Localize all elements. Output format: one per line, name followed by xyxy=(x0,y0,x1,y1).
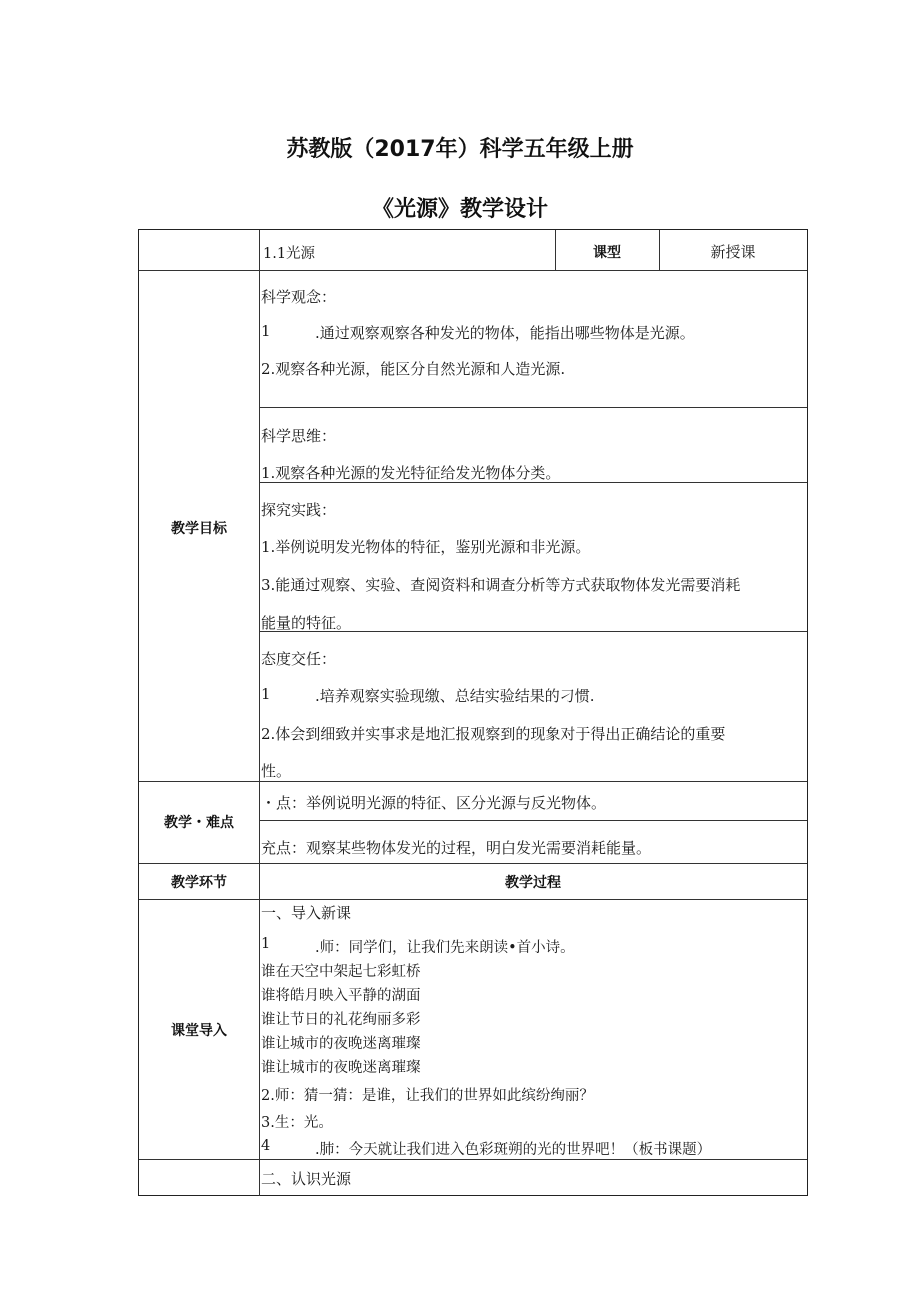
row-divider xyxy=(139,899,807,900)
intro-step-3: 3.生：光。 xyxy=(261,1115,333,1131)
practice-item-3-line2: 能量的特征。 xyxy=(261,614,352,632)
row-divider xyxy=(259,820,807,821)
difficult-point: 充点：观察某些物体发光的过程，明白发光需要消耗能量。 xyxy=(261,839,652,857)
poem-line: 谁让城市的夜晚迷离璀璨 xyxy=(261,1036,421,1052)
objectives-label: 教学目标 xyxy=(171,521,227,537)
poem-line: 谁将皓月映入平静的湖面 xyxy=(261,988,421,1004)
practice-item-1: 1.举例说明发光物体的特征，鉴别光源和非光源。 xyxy=(261,538,591,556)
document-subtitle: 《光源》教学设计 xyxy=(371,197,548,222)
attitude-item-2-line2: 性。 xyxy=(261,762,292,780)
intro-label: 课堂导入 xyxy=(171,1023,227,1039)
process-label: 教学过程 xyxy=(505,875,561,891)
poem-line: 谁让城市的夜晚迷离璀璨 xyxy=(261,1060,421,1076)
attitude-item-2-line1: 2.体会到细致并实事求是地汇报观察到的现象对于得出正确结论的重要 xyxy=(261,725,726,743)
lesson-type-label: 课型 xyxy=(593,245,621,261)
label-column-divider xyxy=(259,230,260,1196)
intro-step-1: .师：同学们，让我们先来朗读•首小诗。 xyxy=(315,940,575,956)
concept-item-2: 2.观察各种光源，能区分自然光源和人造光源. xyxy=(261,360,566,378)
key-difficult-label: 教学・难点 xyxy=(164,815,234,831)
row-divider xyxy=(139,863,807,864)
concept-title: 科学观念： xyxy=(261,288,337,306)
intro-section-title: 一、导入新课 xyxy=(261,904,352,922)
row-divider xyxy=(259,407,807,408)
document-title: 苏教版（2017年）科学五年级上册 xyxy=(286,137,634,162)
row-divider xyxy=(139,781,807,782)
intro-step-number: 1 xyxy=(261,936,271,952)
practice-title: 探究实践： xyxy=(261,501,337,519)
thinking-title: 科学思维： xyxy=(261,427,337,445)
practice-item-3-line1: 3.能通过观察、实验、查阅资料和调查分析等方式获取物体发光需要消耗 xyxy=(261,576,741,594)
concept-item-1: .通过观察观察各种发光的物体，能指出哪些物体是光源。 xyxy=(315,324,695,342)
intro-step-2: 2.师：猜一猜：是谁，让我们的世界如此缤纷绚丽？ xyxy=(261,1088,594,1104)
concept-item-number: 1 xyxy=(261,322,271,340)
poem-line: 谁让节日的礼花绚丽多彩 xyxy=(261,1012,421,1028)
attitude-item-number: 1 xyxy=(261,685,271,703)
key-point: ・点：举例说明光源的特征、区分光源与反光物体。 xyxy=(261,794,607,812)
lesson-table xyxy=(138,229,808,1196)
stage-label: 教学环节 xyxy=(171,875,227,891)
intro-step-number: 4 xyxy=(261,1138,271,1154)
attitude-item-1: .培养观察实验现缴、总结实验结果的刁惯. xyxy=(315,687,595,705)
poem-line: 谁在天空中架起七彩虹桥 xyxy=(261,964,421,980)
attitude-title: 态度交任： xyxy=(261,650,337,668)
lesson-type-value: 新授课 xyxy=(710,243,756,261)
thinking-item-1: 1.观察各种光源的发光特征给发光物体分类。 xyxy=(261,464,561,482)
intro-step-4: .肺：今天就让我们进入色彩斑朔的光的世界吧！（板书课题） xyxy=(315,1142,712,1158)
lesson-name: 1.1光源 xyxy=(263,246,316,262)
section-2-title: 二、认识光源 xyxy=(261,1170,352,1188)
row-divider xyxy=(139,1159,807,1160)
row-divider xyxy=(139,270,807,271)
